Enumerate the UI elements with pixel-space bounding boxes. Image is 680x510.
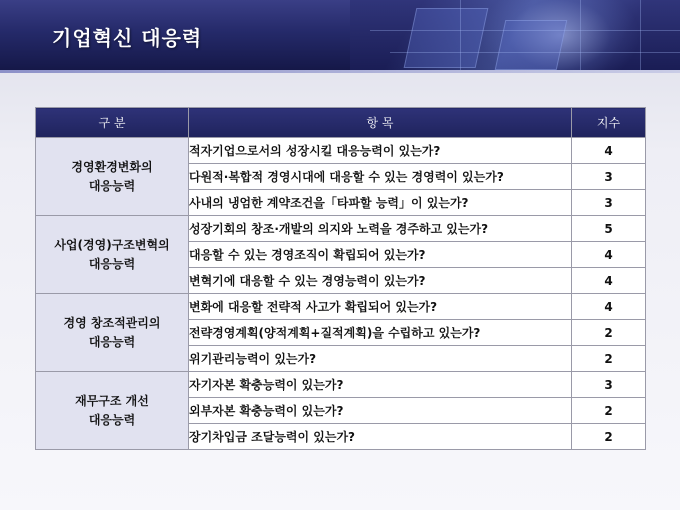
title-divider bbox=[0, 70, 680, 73]
table-row bbox=[36, 216, 646, 242]
index-cell: 5 bbox=[572, 216, 646, 242]
item-cell: 변화에 대응할 전략적 사고가 확립되어 있는가? bbox=[189, 294, 572, 320]
capability-table bbox=[35, 107, 646, 450]
item-cell: 다원적·복합적 경영시대에 대응할 수 있는 경영력이 있는가? bbox=[189, 164, 572, 190]
index-cell: 3 bbox=[572, 164, 646, 190]
index-cell: 2 bbox=[572, 320, 646, 346]
page-title: 기업혁신 대응력 bbox=[52, 26, 203, 50]
index-cell: 2 bbox=[572, 424, 646, 450]
index-cell: 3 bbox=[572, 190, 646, 216]
item-cell: 전략경영계획(양적계획+질적계획)을 수립하고 있는가? bbox=[189, 320, 572, 346]
index-cell: 4 bbox=[572, 138, 646, 164]
table-header-row bbox=[36, 108, 646, 138]
item-cell: 성장기회의 창조·개발의 의지와 노력을 경주하고 있는가? bbox=[189, 216, 572, 242]
category-cell: 사업(경영)구조변혁의 대응능력 bbox=[36, 216, 189, 294]
item-cell: 위기관리능력이 있는가? bbox=[189, 346, 572, 372]
category-cell: 경영 창조적관리의 대응능력 bbox=[36, 294, 189, 372]
item-cell: 적자기업으로서의 성장시킬 대응능력이 있는가? bbox=[189, 138, 572, 164]
header-index: 지수 bbox=[572, 108, 646, 138]
category-cell: 재무구조 개선 대응능력 bbox=[36, 372, 189, 450]
index-cell: 2 bbox=[572, 398, 646, 424]
table-row bbox=[36, 138, 646, 164]
header-category: 구 분 bbox=[36, 108, 189, 138]
title-banner bbox=[0, 0, 680, 70]
item-cell: 외부자본 확충능력이 있는가? bbox=[189, 398, 572, 424]
header-item: 항 목 bbox=[189, 108, 572, 138]
item-cell: 대응할 수 있는 경영조직이 확립되어 있는가? bbox=[189, 242, 572, 268]
table-row bbox=[36, 294, 646, 320]
index-cell: 4 bbox=[572, 294, 646, 320]
category-cell: 경영환경변화의 대응능력 bbox=[36, 138, 189, 216]
index-cell: 4 bbox=[572, 242, 646, 268]
index-cell: 4 bbox=[572, 268, 646, 294]
item-cell: 사내의 냉엄한 계약조건을「타파할 능력」이 있는가? bbox=[189, 190, 572, 216]
banner-decoration bbox=[350, 0, 680, 70]
index-cell: 3 bbox=[572, 372, 646, 398]
item-cell: 장기차입금 조달능력이 있는가? bbox=[189, 424, 572, 450]
table-row bbox=[36, 372, 646, 398]
item-cell: 변혁기에 대응할 수 있는 경영능력이 있는가? bbox=[189, 268, 572, 294]
item-cell: 자기자본 확충능력이 있는가? bbox=[189, 372, 572, 398]
index-cell: 2 bbox=[572, 346, 646, 372]
